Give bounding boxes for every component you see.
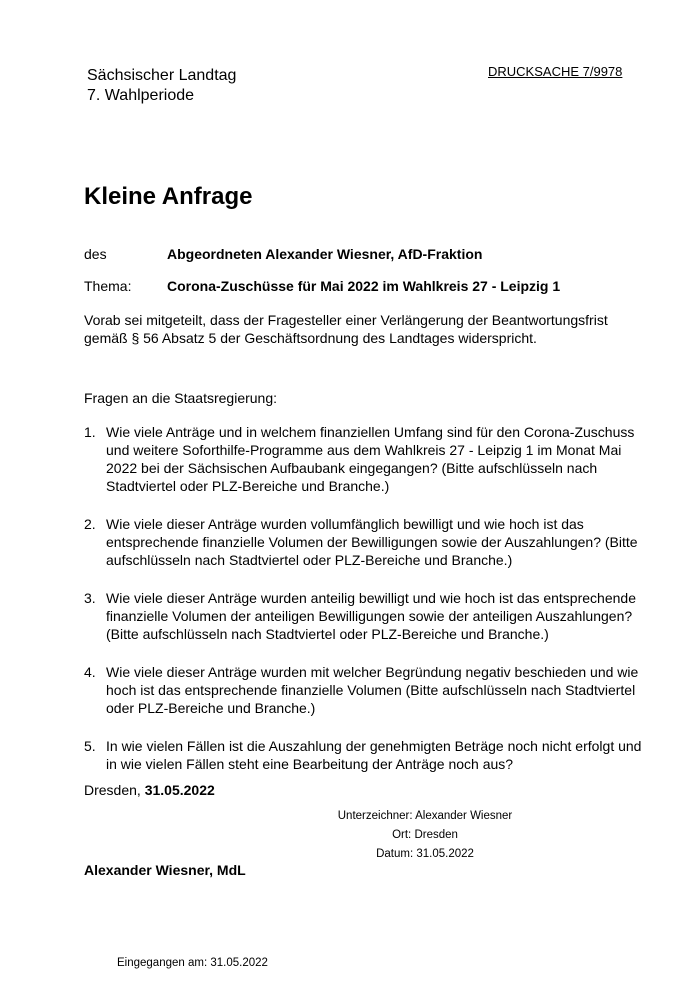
- question-number: 5.: [84, 738, 96, 754]
- signature-date: 31.05.2022: [144, 782, 215, 798]
- question-text: Wie viele dieser Anträge wurden vollumfänglich bewilligt und wie hoch ist das entsprechende finanzielle Volumen der Bewilligungen sowie der Auszahlungen? (Bitte aufschlüsseln nach Stadtviertel oder PLZ-Bereiche und Branche.): [106, 516, 638, 568]
- signer-name: Alexander Wiesner, MdL: [84, 862, 246, 878]
- header-institution-block: [87, 66, 236, 106]
- thema-value: Corona-Zuschüsse für Mai 2022 im Wahlkreis 27 - Leipzig 1: [167, 278, 561, 294]
- question-number: 4.: [84, 664, 96, 680]
- thema-label: Thema:: [84, 278, 132, 294]
- question-text: Wie viele dieser Anträge wurden mit welcher Begründung negativ beschieden und wie hoch ist das entsprechende finanzielle Volumen (Bitte aufschlüsseln nach Stadtviertel oder PLZ-Bereiche und Branche.): [106, 664, 639, 716]
- question-text: In wie vielen Fällen ist die Auszahlung der genehmigten Beträge noch nicht erfolgt und in wie vielen Fällen steht eine Bearbeitung der Anträge noch aus?: [106, 738, 642, 772]
- question-item: [84, 663, 644, 717]
- question-number: 3.: [84, 590, 96, 606]
- question-item: [84, 515, 644, 569]
- signature-place-date: [84, 782, 215, 798]
- question-number: 1.: [84, 424, 96, 440]
- question-number: 2.: [84, 516, 96, 532]
- question-item: [84, 737, 644, 773]
- question-item: [84, 423, 644, 495]
- drucksache-number: DRUCKSACHE 7/9978: [488, 64, 623, 79]
- des-value: Abgeordneten Alexander Wiesner, AfD-Fraktion: [167, 246, 483, 262]
- signature-datum: Datum: 31.05.2022: [376, 848, 474, 860]
- institution-name: Sächsischer Landtag: [87, 67, 237, 84]
- des-label: des: [84, 246, 107, 262]
- question-text: Wie viele Anträge und in welchem finanziellen Umfang sind für den Corona-Zuschuss und weitere Soforthilfe-Programme aus dem Wahlkreis 27 - Leipzig 1 im Monat Mai 2022 bei der Sächsischen Aufbaubank eingegangen? (Bitte aufschlüsseln nach Stadtviertel oder PLZ-Bereiche und Branche.): [106, 424, 635, 494]
- document-title: Kleine Anfrage: [84, 183, 253, 210]
- legislative-period: 7. Wahlperiode: [87, 87, 195, 104]
- electronic-signature-block: [325, 807, 525, 864]
- received-stamp: Eingegangen am: 31.05.2022: [117, 957, 268, 969]
- question-text: Wie viele dieser Anträge wurden anteilig bewilligt und wie hoch ist das entsprechende finanzielle Volumen der anteiligen Bewilligungen sowie der anteiligen Auszahlungen? (Bitte aufschlüsseln nach Stadtviertel oder PLZ-Bereiche und Branche.): [106, 590, 636, 642]
- question-item: [84, 589, 644, 643]
- signature-place: Dresden,: [84, 782, 145, 798]
- question-list: [84, 423, 644, 793]
- signer-line: Unterzeichner: Alexander Wiesner: [337, 810, 513, 822]
- questions-intro: Fragen an die Staatsregierung:: [84, 390, 278, 406]
- signature-ort: Ort: Dresden: [392, 829, 458, 841]
- preamble-text: Vorab sei mitgeteilt, dass der Fragesteller einer Verlängerung der Beantwortungsfrist gemäß § 56 Absatz 5 der Geschäftsordnung des Landtages widerspricht.: [84, 312, 608, 346]
